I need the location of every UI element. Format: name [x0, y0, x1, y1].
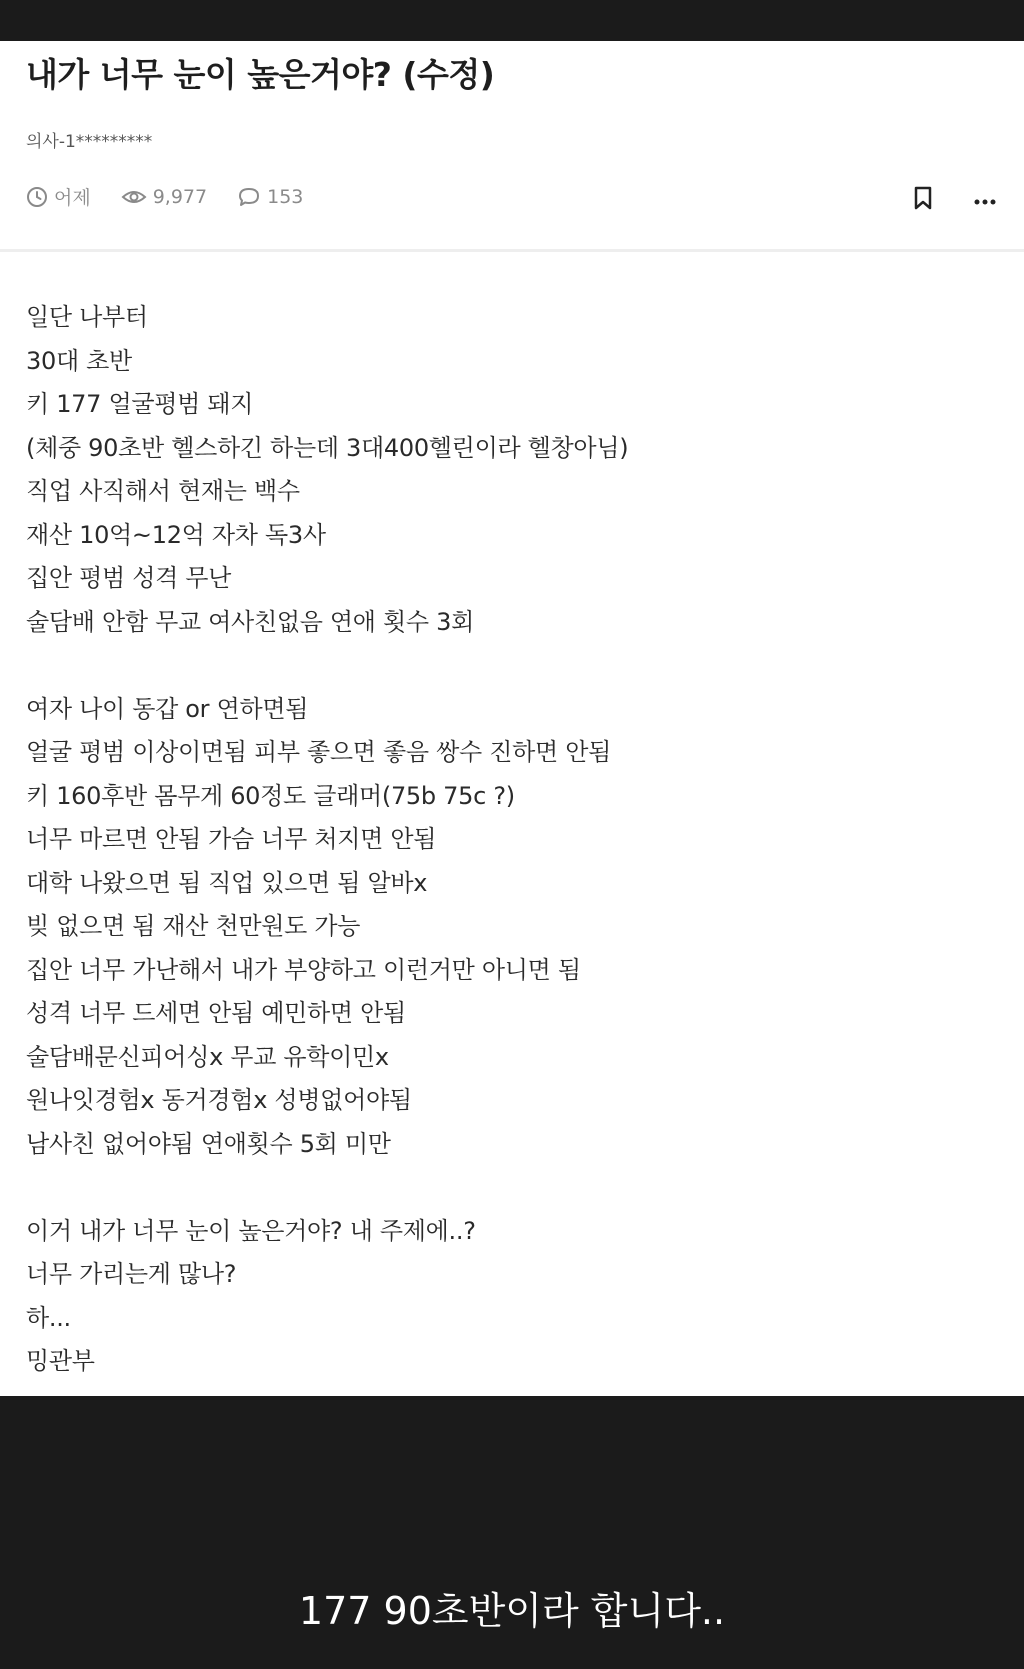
- body-line: 이거 내가 너무 눈이 높은거야? 내 주제에..?: [26, 1216, 476, 1245]
- body-line: 원나잇경험x 동거경험x 성병없어야됨: [26, 1086, 412, 1114]
- post-time: [26, 183, 91, 210]
- body-line: 키 177 얼굴평범 돼지: [26, 390, 254, 418]
- post-comments-count: 153: [267, 185, 304, 208]
- caption-text: 177 90초반이라 합니다..: [298, 1589, 726, 1633]
- post-card: [0, 41, 1024, 1396]
- post-views-count: 9,977: [152, 185, 208, 208]
- body-line: 30대 초반: [26, 346, 132, 375]
- body-line: 대학 나왔으면 됨 직업 있으면 됨 알바x: [26, 868, 428, 897]
- body-line: 여자 나이 동갑 or 연하면됨: [26, 694, 309, 723]
- post-meta: [26, 183, 333, 210]
- clock-icon: [26, 186, 48, 208]
- body-line: [26, 1166, 1006, 1210]
- eye-icon: [121, 186, 147, 208]
- body-line: 집안 너무 가난해서 내가 부양하고 이런거만 아니면 됨: [26, 955, 581, 984]
- body-line: 집안 평범 성격 무난: [26, 564, 232, 592]
- author-name[interactable]: 의사-1*********: [26, 132, 153, 152]
- header-divider: [0, 249, 1024, 252]
- body-line: 너무 마르면 안됨 가슴 너무 처지면 안됨: [26, 825, 437, 853]
- body-line: 얼굴 평범 이상이면됨 피부 좋으면 좋음 쌍수 진하면 안됨: [26, 738, 611, 766]
- comment-icon: [237, 186, 261, 208]
- body-line: 일단 나부터: [26, 303, 148, 331]
- body-line: 하...: [26, 1303, 71, 1332]
- body-line: 너무 가리는게 많나?: [26, 1260, 237, 1288]
- body-line: [26, 644, 1006, 688]
- body-line: 술담배문신피어싱x 무교 유학이민x: [26, 1042, 389, 1071]
- body-line: (체중 90초반 헬스하긴 하는데 3대400헬린이라 헬창아님): [26, 433, 629, 462]
- body-line: 술담배 안함 무교 여사친없음 연애 횟수 3회: [26, 607, 474, 636]
- body-line: 남사친 없어야됨 연애횟수 5회 미만: [26, 1129, 391, 1158]
- post-body: [26, 296, 1006, 1384]
- body-line: 키 160후반 몸무게 60정도 글래머(75b 75c ?): [26, 781, 515, 810]
- body-line: 빚 없으면 됨 재산 천만원도 가능: [26, 912, 361, 940]
- body-line: 직업 사직해서 현재는 백수: [26, 477, 300, 505]
- body-line: 밍관부: [26, 1347, 95, 1375]
- bookmark-button[interactable]: [910, 186, 936, 214]
- more-options-button[interactable]: [970, 186, 1000, 214]
- post-time-label: 어제: [54, 187, 91, 209]
- bookmark-icon: [912, 185, 934, 215]
- post-title: 내가 너무 눈이 높은거야? (수정): [26, 55, 495, 94]
- post-comments[interactable]: [237, 186, 303, 208]
- more-icon: [974, 191, 996, 210]
- body-line: 재산 10억~12억 자차 독3사: [26, 520, 326, 549]
- body-line: 성격 너무 드세면 안됨 예민하면 안됨: [26, 999, 406, 1027]
- post-views: [121, 186, 207, 208]
